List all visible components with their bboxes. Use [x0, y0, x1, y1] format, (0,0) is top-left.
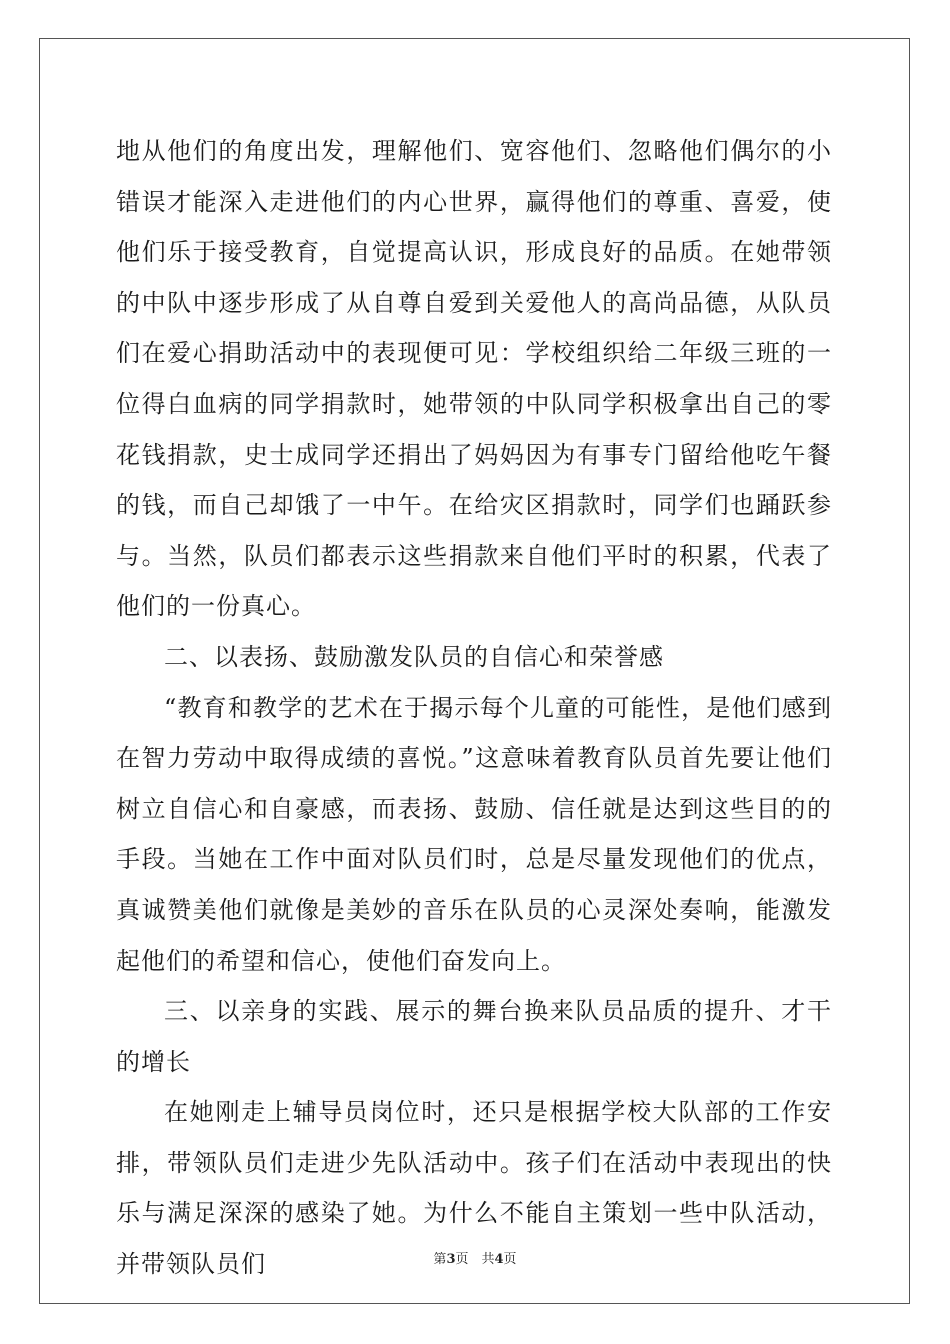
page-total: 4	[494, 1252, 504, 1267]
paragraph-4-heading: 三、以亲身的实践、展示的舞台换来队员品质的提升、才干的增长	[116, 997, 832, 1076]
paragraph-5: 在她刚走上辅导员岗位时，还只是根据学校大队部的工作安排，带领队员们走进少先队活动中。孩子们在活动中表现出的快乐与满足深深的感染了她。为什么不能自主策划一些中队活动，并带领队员们	[116, 1098, 832, 1279]
page-current: 3	[446, 1252, 456, 1267]
page-mid: 页 共	[455, 1252, 495, 1267]
paragraph-2-heading: 二、以表扬、鼓励激发队员的自信心和荣誉感	[164, 642, 664, 671]
page-suffix: 页	[503, 1252, 517, 1267]
paragraph-1: 地从他们的角度出发，理解他们、宽容他们、忽略他们偶尔的小错误才能深入走进他们的内心世界，赢得他们的尊重、喜爱，使他们乐于接受教育，自觉提高认识，形成良好的品质。在她带领的中队中逐步形成了从自尊自爱到关爱他人的高尚品德，从队员们在爱心捐助活动中的表现便可见：学校组织给二年级三班的一位得白血病的同学捐款时，她带领的中队同学积极拿出自己的零花钱捐款，史士成同学还捐出了妈妈因为有事专门留给他吃午餐的钱，而自己却饿了一中午。在给灾区捐款时，同学们也踊跃参与。当然，队员们都表示这些捐款来自他们平时的积累，代表了他们的一份真心。	[116, 137, 832, 621]
paragraph-3: “教育和教学的艺术在于揭示每个儿童的可能性，是他们感到在智力劳动中取得成绩的喜悦。”这意味着教育队员首先要让他们树立自信心和自豪感，而表扬、鼓励、信任就是达到这些目的的手段。当她在工作中面对队员们时，总是尽量发现他们的优点，真诚赞美他们就像是美妙的音乐在队员的心灵深处奏响，能激发起他们的希望和信心，使他们奋发向上。	[116, 693, 832, 975]
page-footer	[0, 1248, 950, 1267]
document-body	[116, 126, 832, 1290]
page-prefix: 第	[433, 1252, 447, 1267]
